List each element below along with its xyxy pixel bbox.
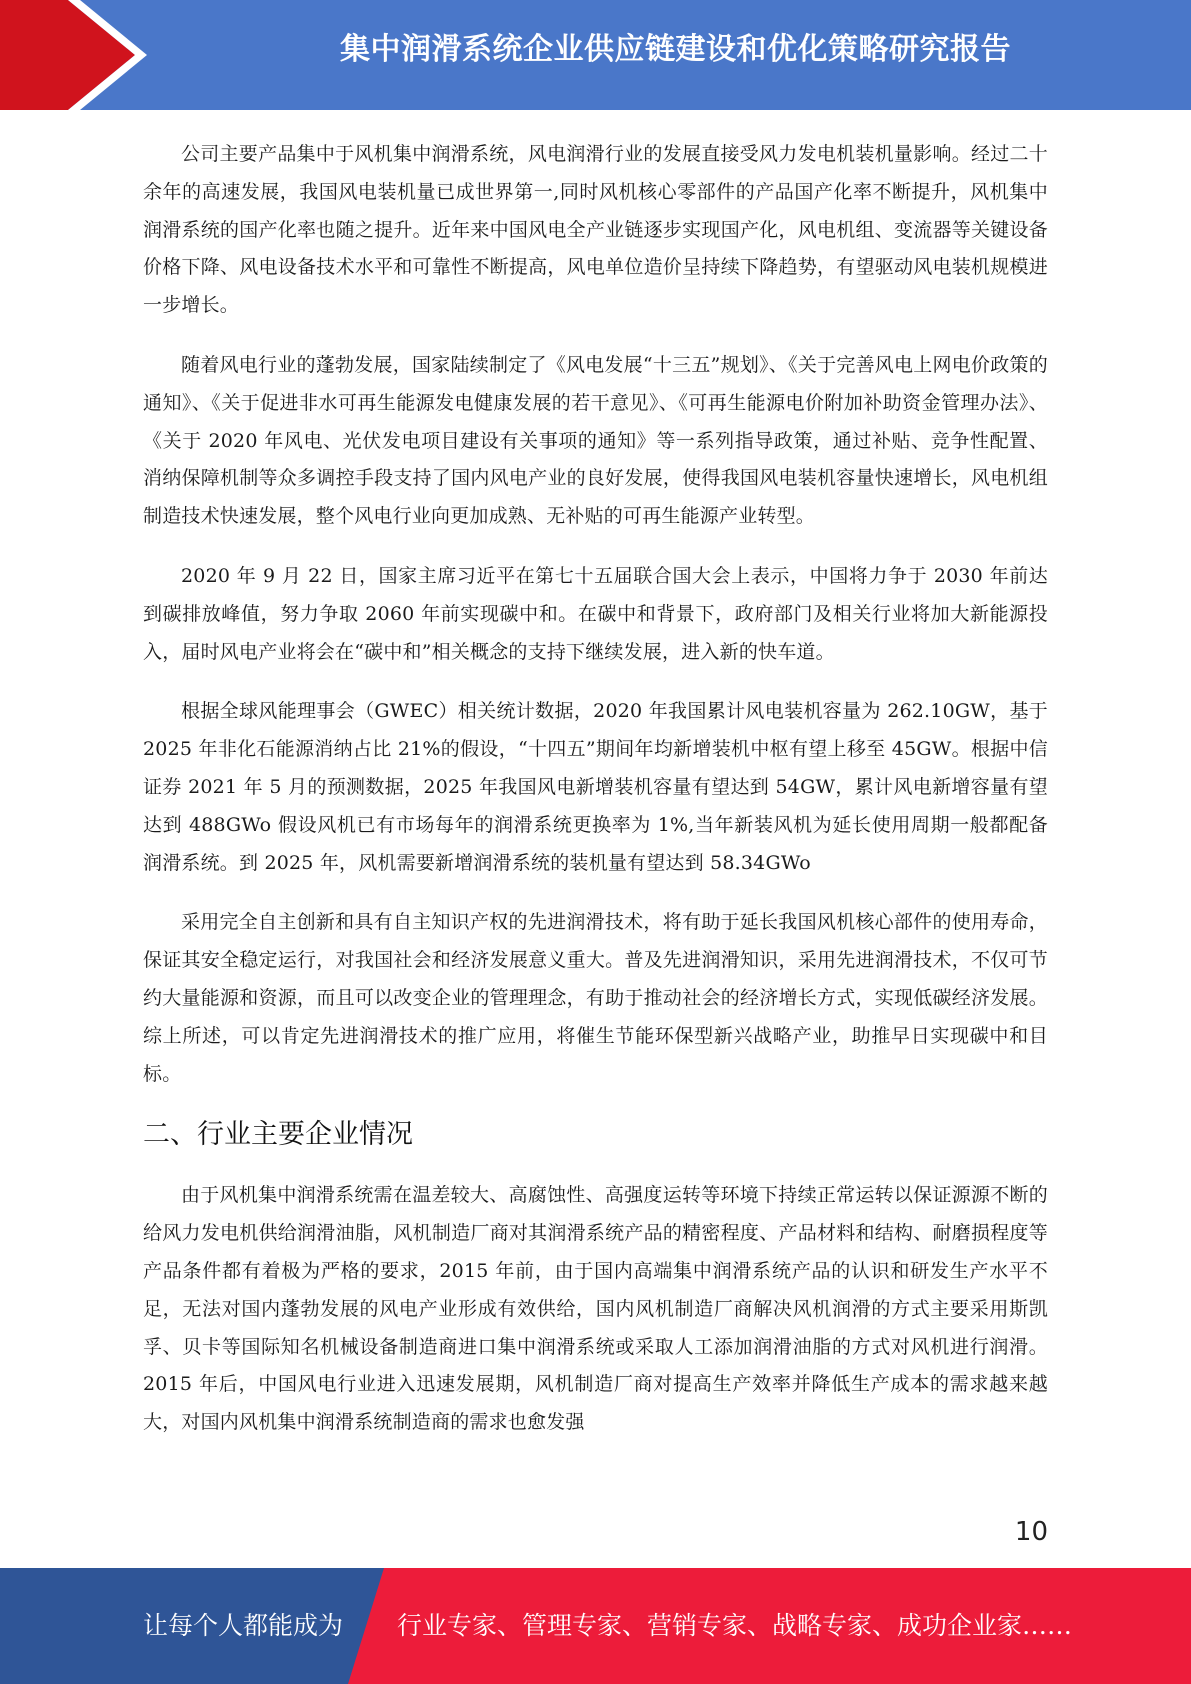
report-title: 集中润滑系统企业供应链建设和优化策略研究报告 [340, 32, 1011, 67]
body-paragraph: 随着风电行业的蓬勃发展，国家陆续制定了《风电发展“十三五”规划》、《关于完善风电上网电价政策的通知》、《关于促进非水可再生能源发电健康发展的若干意见》、《可再生能源电价附加补助资金管理办法》、《关于 2020 年风电、光伏发电项目建设有关事项的通知》等一系列指导政策，通过补贴、竞争性配置、消纳保障机制等众多调控手段支持了国内风电产业的良好发展，使得我国风电装机容量快速增长，风电机组制造技术快速发展，整个风电行业向更加成熟、无补贴的可再生能源产业转型。 [143, 353, 1048, 528]
section-heading: 二、行业主要企业情况 [143, 1119, 413, 1151]
body-paragraph: 根据全球风能理事会（GWEC）相关统计数据，2020 年我国累计风电装机容量为 262.10GW，基于 2025 年非化石能源消纳占比 21%的假设，“十四五”期间年均新增装机中枢有望上移至 45GW。根据中信证券 2021 年 5 月的预测数据，2025 年我国风电新增装机容量有望达到 54GW，累计风电新增容量有望达到 488GWo 假设风机已有市场每年的润滑系统更换率为 1%,当年新装风机为延长使用周期一般都配备润滑系统。到 2025 年，风机需要新增润滑系统的装机量有望达到 58.34GWo [143, 700, 1048, 874]
footer-slogan-left: 让每个人都能成为 [143, 1611, 344, 1640]
header-chevron-decoration [0, 0, 160, 110]
page-number: 10 [1014, 1517, 1048, 1547]
document-body [143, 136, 1048, 1464]
body-paragraph: 采用完全自主创新和具有自主知识产权的先进润滑技术，将有助于延长我国风机核心部件的使用寿命，保证其安全稳定运行，对我国社会和经济发展意义重大。普及先进润滑知识，采用先进润滑技术，不仅可节约大量能源和资源，而且可以改变企业的管理理念，有助于推动社会的经济增长方式，实现低碳经济发展。综上所述，可以肯定先进润滑技术的推广应用，将催生节能环保型新兴战略产业，助推早日实现碳中和目标。 [143, 911, 1048, 1085]
body-paragraph: 公司主要产品集中于风机集中润滑系统，风电润滑行业的发展直接受风力发电机装机量影响。经过二十余年的高速发展，我国风电装机量已成世界第一,同时风机核心零部件的产品国产化率不断提升，风机集中润滑系统的国产化率也随之提升。近年来中国风电全产业链逐步实现国产化，风电机组、变流器等关键设备价格下降、风电设备技术水平和可靠性不断提高，风电单位造价呈持续下降趋势，有望驱动风电装机规模进一步增长。 [143, 143, 1048, 317]
footer-slogan-right: 行业专家、管理专家、营销专家、战略专家、成功企业家…… [397, 1611, 1073, 1640]
page-header [0, 0, 1191, 110]
page-footer [0, 1568, 1191, 1684]
body-paragraph: 由于风机集中润滑系统需在温差较大、高腐蚀性、高强度运转等环境下持续正常运转以保证源源不断的给风力发电机供给润滑油脂，风机制造厂商对其润滑系统产品的精密程度、产品材料和结构、耐磨损程度等产品条件都有着极为严格的要求，2015 年前，由于国内高端集中润滑系统产品的认识和研发生产水平不足，无法对国内蓬勃发展的风电产业形成有效供给，国内风机制造厂商解决风机润滑的方式主要采用斯凯孚、贝卡等国际知名机械设备制造商进口集中润滑系统或采取人工添加润滑油脂的方式对风机进行润滑。2015 年后，中国风电行业进入迅速发展期，风机制造厂商对提高生产效率并降低生产成本的需求越来越大，对国内风机集中润滑系统制造商的需求也愈发强 [143, 1184, 1048, 1434]
body-paragraph: 2020 年 9 月 22 日，国家主席习近平在第七十五届联合国大会上表示，中国将力争于 2030 年前达到碳排放峰值，努力争取 2060 年前实现碳中和。在碳中和背景下，政府部门及相关行业将加大新能源投入，届时风电产业将会在“碳中和”相关概念的支持下继续发展，进入新的快车道。 [143, 564, 1048, 663]
